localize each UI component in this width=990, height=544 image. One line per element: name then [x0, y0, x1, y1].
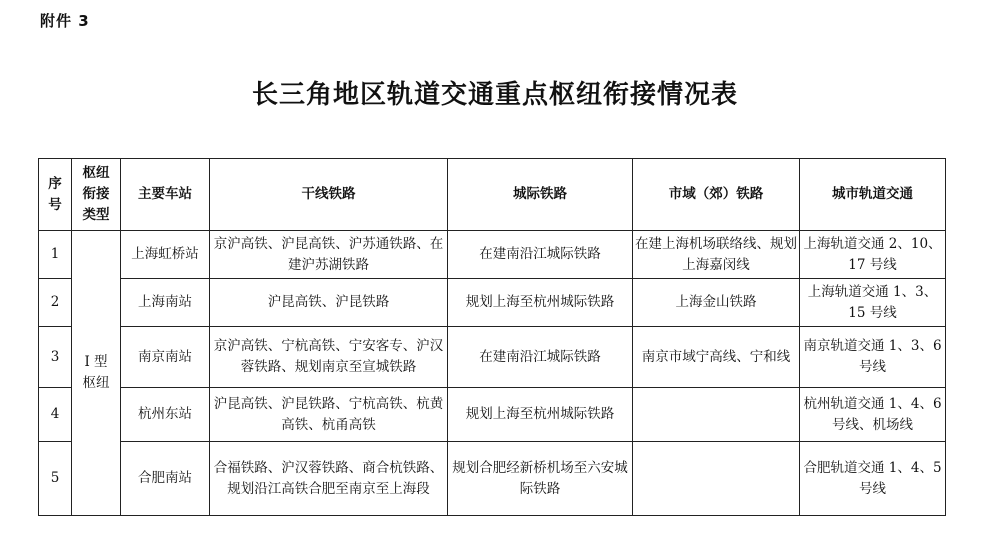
table-row	[39, 388, 946, 442]
document-title: 长三角地区轨道交通重点枢纽衔接情况表	[251, 80, 738, 110]
urban-cell: 上海轨道交通 2、10、17 号线	[800, 231, 946, 279]
suburban-cell	[633, 388, 800, 442]
trunk-cell: 沪昆高铁、沪昆铁路、宁杭高铁、杭黄高铁、杭甬高铁	[210, 388, 448, 442]
suburban-cell: 上海金山铁路	[633, 279, 800, 327]
intercity-cell: 规划上海至杭州城际铁路	[448, 279, 633, 327]
seq-cell: 1	[39, 231, 72, 279]
suburban-cell: 在建上海机场联络线、规划上海嘉闵线	[633, 231, 800, 279]
suburban-cell	[633, 442, 800, 516]
header-seq: 序 号	[39, 159, 72, 231]
header-urban-transit: 城市轨道交通	[800, 159, 946, 231]
seq-cell: 4	[39, 388, 72, 442]
table-row	[39, 327, 946, 388]
urban-cell: 合肥轨道交通 1、4、5 号线	[800, 442, 946, 516]
header-main-station: 主要车站	[121, 159, 210, 231]
intercity-cell: 在建南沿江城际铁路	[448, 231, 633, 279]
station-cell: 上海南站	[121, 279, 210, 327]
header-row	[39, 159, 946, 231]
intercity-cell: 规划上海至杭州城际铁路	[448, 388, 633, 442]
intercity-cell: 在建南沿江城际铁路	[448, 327, 633, 388]
seq-cell: 5	[39, 442, 72, 516]
attachment-label: 附件 3	[40, 12, 90, 30]
trunk-cell: 京沪高铁、宁杭高铁、宁安客专、沪汉蓉铁路、规划南京至宣城铁路	[210, 327, 448, 388]
header-hub-type: 枢纽 衔接 类型	[72, 159, 121, 231]
header-intercity-rail: 城际铁路	[448, 159, 633, 231]
seq-cell: 2	[39, 279, 72, 327]
intercity-cell: 规划合肥经新桥机场至六安城际铁路	[448, 442, 633, 516]
table-row	[39, 231, 946, 279]
urban-cell: 上海轨道交通 1、3、15 号线	[800, 279, 946, 327]
trunk-cell: 沪昆高铁、沪昆铁路	[210, 279, 448, 327]
trunk-cell: 京沪高铁、沪昆高铁、沪苏通铁路、在建沪苏湖铁路	[210, 231, 448, 279]
station-cell: 杭州东站	[121, 388, 210, 442]
header-trunk-rail: 干线铁路	[210, 159, 448, 231]
trunk-cell: 合福铁路、沪汉蓉铁路、商合杭铁路、规划沿江高铁合肥至南京至上海段	[210, 442, 448, 516]
table-row	[39, 279, 946, 327]
seq-cell: 3	[39, 327, 72, 388]
station-cell: 上海虹桥站	[121, 231, 210, 279]
suburban-cell: 南京市域宁高线、宁和线	[633, 327, 800, 388]
hub-type-cell: I 型 枢纽	[72, 231, 121, 516]
hub-table	[38, 158, 946, 516]
header-suburban-rail: 市域（郊）铁路	[633, 159, 800, 231]
station-cell: 南京南站	[121, 327, 210, 388]
urban-cell: 南京轨道交通 1、3、6 号线	[800, 327, 946, 388]
station-cell: 合肥南站	[121, 442, 210, 516]
urban-cell: 杭州轨道交通 1、4、6 号线、机场线	[800, 388, 946, 442]
table-row	[39, 442, 946, 516]
